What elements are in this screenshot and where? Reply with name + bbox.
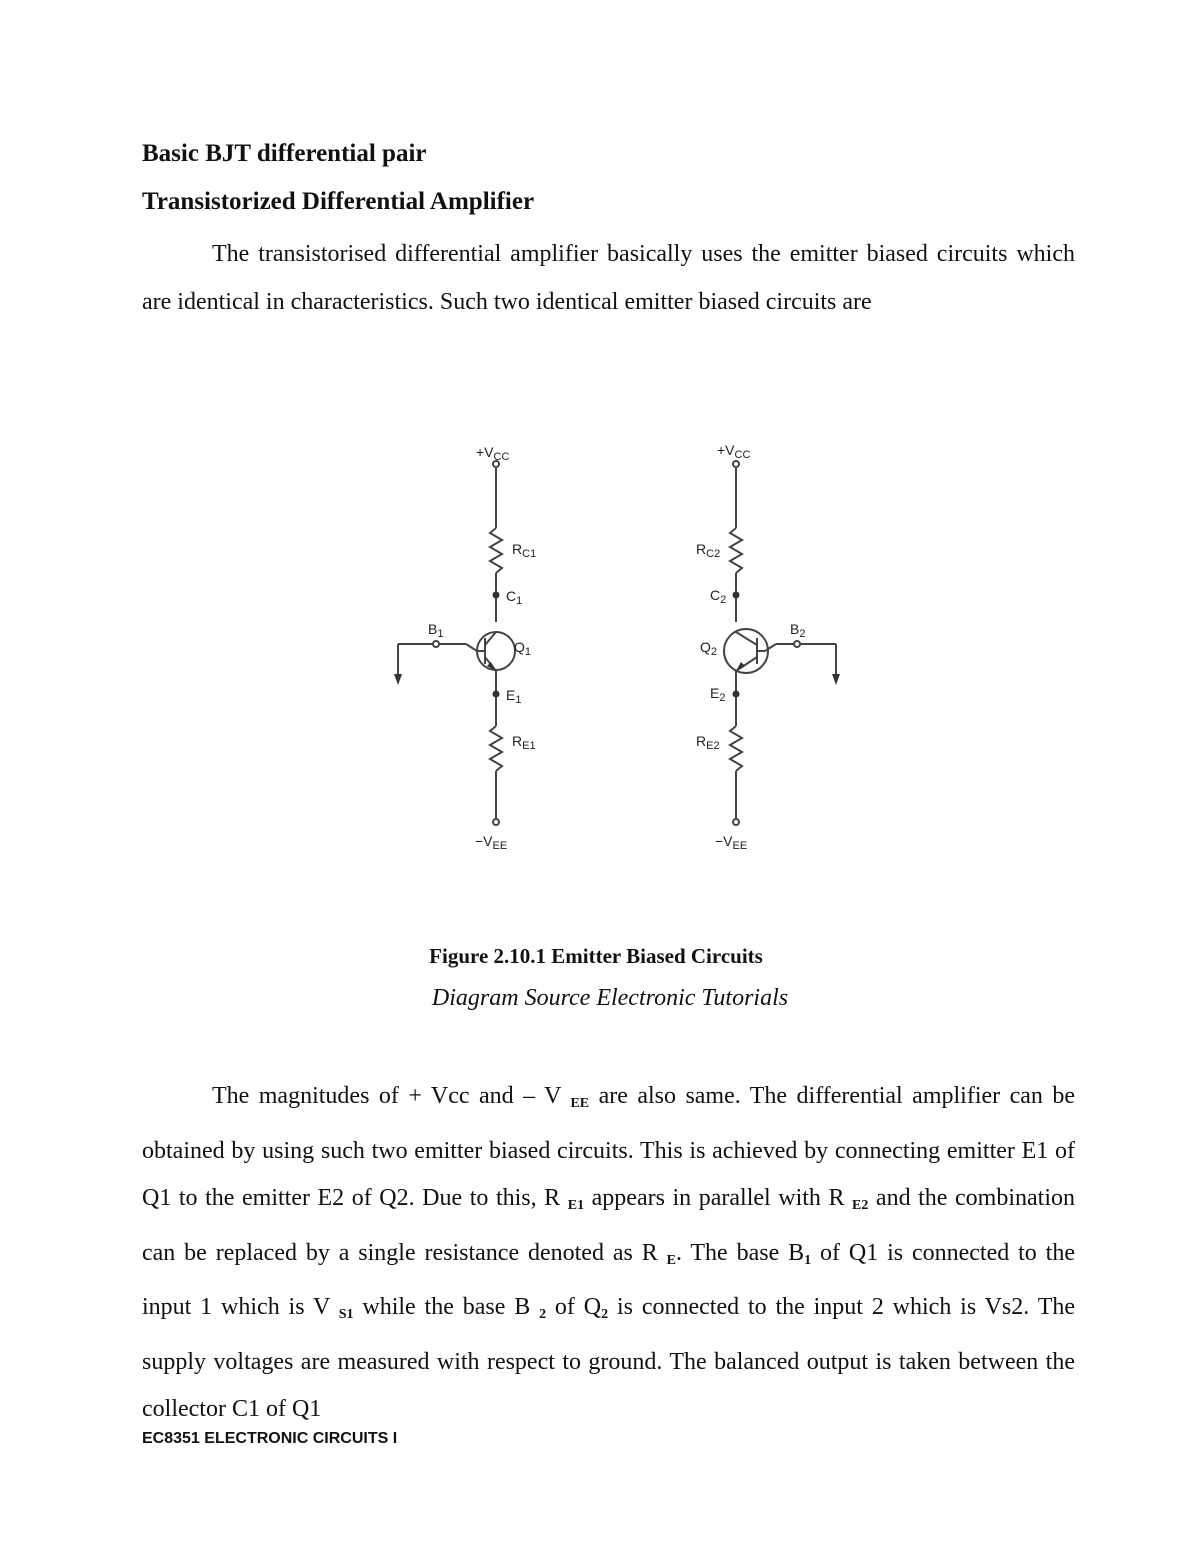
svg-text:C1: $C_1$ [506, 588, 523, 607]
svg-text:E1: $E_1$ [506, 687, 522, 706]
svg-text:Q2: $Q_2$ [700, 639, 718, 658]
svg-text:C2: $C_2$ [710, 587, 727, 606]
svg-text:+VCC: $+V_{CC}$ [717, 442, 751, 461]
right-arrow-icon [832, 674, 840, 685]
svg-text:Q1: $Q_1$ [514, 639, 532, 658]
paragraph-intro-text: The transistorised differential amplifier basically uses the emitter biased circuits which are identical in characteristics. Such two identical emitter biased circuits are [142, 241, 1075, 315]
figure-source: Diagram Source Electronic Tutorials [431, 985, 789, 1011]
svg-text:−VEE: $-V_{EE}$ [715, 833, 748, 852]
page-footer: EC8351 ELECTRONIC CIRCUITS I [142, 1430, 398, 1447]
svg-text:E2: $E_2$ [710, 685, 726, 704]
right-vee-terminal [733, 819, 739, 825]
svg-text:RC1: $R_{C1}$ [512, 541, 537, 560]
figure-caption: Figure 2.10.1 Emitter Biased Circuits [429, 944, 763, 968]
right-re-resistor [730, 726, 742, 771]
left-arrow-icon [394, 674, 402, 685]
page-subheading: Transistorized Differential Amplifier [142, 188, 535, 215]
right-vcc-terminal [733, 461, 739, 467]
svg-text:RE2: $R_{E2}$ [696, 733, 720, 752]
circuit-diagram [380, 430, 860, 870]
emitter-biased-circuits-figure [380, 430, 860, 870]
paragraph-intro [142, 231, 1075, 326]
svg-text:RE1: $R_{E1}$ [512, 733, 536, 752]
svg-text:−VEE: $-V_{EE}$ [475, 833, 508, 852]
right-rc-resistor [730, 528, 742, 573]
svg-text:RC2: $R_{C2}$ [696, 541, 721, 560]
paragraph-body: The magnitudes of + Vcc and – V $_{EE}$ are also same. The differential amplifier can be obtained by using such two emitter biased circuits. This is achieved by connecting emitter E1 of Q1 to the emitter E2 of Q2. Due to this, R $_{E1}$ appears in parallel with R $_{E2}$ and the combination can be replaced by a single resistance denoted as R $_E$. The base $B_1$ of Q1 is connected to the input 1 which is V $_{S1}$ while the base B $_2$ of $Q_2$ is connected to the input 2 which is Vs2. The supply voltages are measured with respect to ground. The balanced output is taken between the collector C1 of Q1 [142, 1083, 1076, 1422]
svg-text:+VCC: $+V_{CC}$ [476, 444, 510, 463]
left-re-resistor [490, 726, 502, 771]
svg-text:B2: $B_2$ [790, 621, 806, 640]
svg-text:B1: $B_1$ [428, 621, 444, 640]
page-heading: Basic BJT differential pair [142, 140, 427, 167]
left-rc-resistor [490, 528, 502, 573]
left-vee-terminal [493, 819, 499, 825]
